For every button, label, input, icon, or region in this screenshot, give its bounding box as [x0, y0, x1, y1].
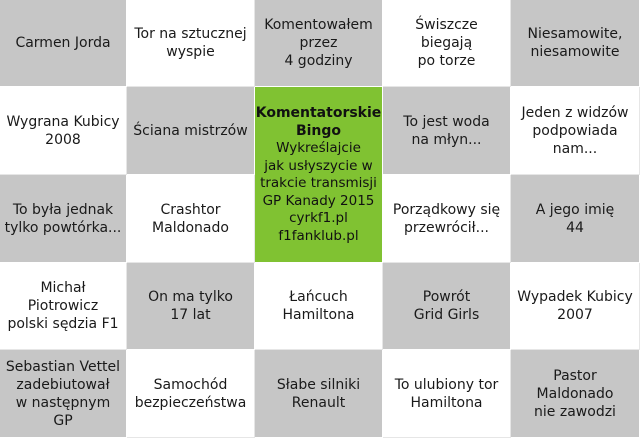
bingo-cell[interactable]: Słabe silniki Renault — [255, 350, 383, 438]
bingo-cell[interactable]: Michał Piotrowicz polski sędzia F1 — [0, 263, 127, 350]
bingo-cell[interactable]: Łańcuch Hamiltona — [255, 263, 383, 350]
bingo-cell[interactable]: Tor na sztucznej wyspie — [127, 0, 255, 87]
bingo-cell[interactable]: Wypadek Kubicy 2007 — [511, 263, 640, 350]
bingo-instructions: Wykreślajcie jak usłyszycie w trakcie transmisji GP Kanady 2015 cyrkf1.pl f1fanklub.pl — [260, 140, 377, 244]
bingo-cell[interactable]: Powrót Grid Girls — [383, 263, 511, 350]
bingo-cell[interactable]: Komentowałem przez 4 godziny — [255, 0, 383, 87]
bingo-cell[interactable]: To jest woda na młyn... — [383, 87, 511, 175]
bingo-cell[interactable]: Świszcze biegają po torze — [383, 0, 511, 87]
bingo-cell[interactable]: On ma tylko 17 lat — [127, 263, 255, 350]
bingo-title: Komentatorskie Bingo — [255, 105, 382, 139]
bingo-cell[interactable]: A jego imię 44 — [511, 175, 640, 263]
bingo-cell[interactable]: Ściana mistrzów — [127, 87, 255, 175]
bingo-cell[interactable]: Niesamowite, niesamowite — [511, 0, 640, 87]
bingo-cell[interactable]: Pastor Maldonado nie zawodzi — [511, 350, 640, 438]
bingo-cell[interactable]: To była jednak tylko powtórka... — [0, 175, 127, 263]
bingo-center-panel — [255, 87, 383, 263]
bingo-cell[interactable]: Porządkowy się przewrócił... — [383, 175, 511, 263]
bingo-cell[interactable]: Sebastian Vettel zadebiutował w następnym GP — [0, 350, 127, 438]
bingo-cell[interactable]: To ulubiony tor Hamiltona — [383, 350, 511, 438]
bingo-cell[interactable]: Samochód bezpieczeństwa — [127, 350, 255, 438]
bingo-cell[interactable]: Carmen Jorda — [0, 0, 127, 87]
bingo-cell[interactable]: Crashtor Maldonado — [127, 175, 255, 263]
bingo-cell[interactable]: Jeden z widzów podpowiada nam... — [511, 87, 640, 175]
bingo-cell[interactable]: Wygrana Kubicy 2008 — [0, 87, 127, 175]
